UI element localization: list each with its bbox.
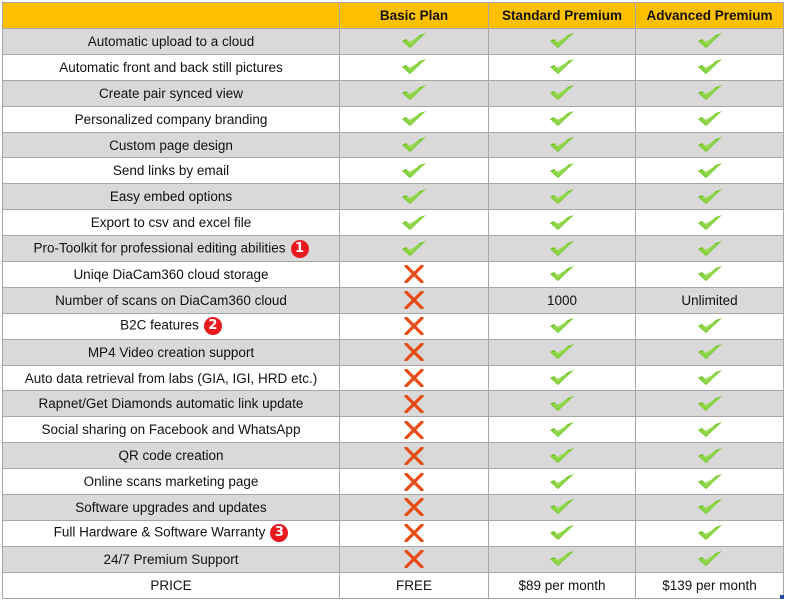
advanced-cell — [636, 210, 784, 236]
standard-cell — [489, 495, 636, 521]
feature-label: Custom page design — [109, 137, 233, 153]
checkmark-icon — [696, 420, 724, 440]
feature-cell — [3, 469, 340, 495]
basic-cell — [340, 80, 489, 106]
feature-label: Personalized company branding — [74, 111, 268, 127]
basic-cell — [340, 287, 489, 313]
checkmark-icon — [400, 109, 428, 129]
feature-cell — [3, 158, 340, 184]
feature-label: Pro-Toolkit for professional editing abilities — [33, 240, 286, 256]
checkmark-icon — [400, 135, 428, 155]
checkmark-icon — [400, 57, 428, 77]
feature-label: PRICE — [150, 577, 192, 593]
table-row — [3, 287, 784, 313]
feature-cell — [3, 29, 340, 55]
basic-cell — [340, 339, 489, 365]
basic-cell — [340, 54, 489, 80]
standard-cell — [489, 80, 636, 106]
checkmark-icon — [400, 239, 428, 259]
table-row — [3, 29, 784, 55]
checkmark-icon — [696, 549, 724, 569]
basic-cell — [340, 313, 489, 339]
feature-label: Send links by email — [112, 163, 230, 179]
advanced-value: Unlimited — [636, 287, 784, 313]
feature-cell — [3, 520, 340, 546]
checkmark-icon — [548, 213, 576, 233]
advanced-cell — [636, 417, 784, 443]
checkmark-icon — [696, 523, 724, 543]
basic-cell — [340, 132, 489, 158]
table-row — [3, 80, 784, 106]
basic-cell — [340, 29, 489, 55]
feature-label: Create pair synced view — [98, 85, 244, 101]
advanced-cell — [636, 365, 784, 391]
corner-marker — [780, 595, 784, 599]
standard-cell — [489, 54, 636, 80]
table-row — [3, 339, 784, 365]
checkmark-icon — [696, 316, 724, 336]
checkmark-icon — [548, 135, 576, 155]
basic-cell — [340, 469, 489, 495]
checkmark-icon — [548, 446, 576, 466]
table-row — [3, 365, 784, 391]
feature-label: Social sharing on Facebook and WhatsApp — [41, 422, 301, 438]
checkmark-icon — [548, 57, 576, 77]
table-row — [3, 572, 784, 598]
advanced-cell — [636, 236, 784, 262]
note-number-badge: 1 — [291, 240, 309, 258]
standard-cell — [489, 106, 636, 132]
standard-cell — [489, 210, 636, 236]
checkmark-icon — [548, 497, 576, 517]
table-row — [3, 106, 784, 132]
advanced-cell — [636, 54, 784, 80]
advanced-cell — [636, 106, 784, 132]
standard-cell — [489, 132, 636, 158]
table-row — [3, 495, 784, 521]
feature-cell — [3, 495, 340, 521]
table-row — [3, 469, 784, 495]
feature-label: Easy embed options — [109, 189, 233, 205]
feature-rows — [3, 29, 784, 599]
feature-cell — [3, 132, 340, 158]
checkmark-icon — [548, 472, 576, 492]
checkmark-icon — [400, 187, 428, 207]
checkmark-icon — [696, 264, 724, 284]
feature-label: Automatic front and back still pictures — [59, 59, 283, 75]
checkmark-icon — [400, 31, 428, 51]
table-row — [3, 417, 784, 443]
advanced-cell — [636, 313, 784, 339]
checkmark-icon — [696, 187, 724, 207]
feature-label: 24/7 Premium Support — [103, 551, 239, 567]
header-advanced-premium: Advanced Premium — [636, 3, 784, 29]
checkmark-icon — [696, 472, 724, 492]
header-basic-plan: Basic Plan — [340, 3, 489, 29]
header-row — [3, 3, 784, 29]
advanced-cell — [636, 495, 784, 521]
basic-cell — [340, 184, 489, 210]
checkmark-icon — [548, 31, 576, 51]
basic-cell — [340, 365, 489, 391]
table-row — [3, 158, 784, 184]
cross-icon — [404, 524, 424, 542]
checkmark-icon — [696, 135, 724, 155]
standard-value: $89 per month — [489, 572, 636, 598]
checkmark-icon — [548, 83, 576, 103]
checkmark-icon — [548, 316, 576, 336]
standard-cell — [489, 391, 636, 417]
checkmark-icon — [548, 161, 576, 181]
note-number-badge: 3 — [270, 524, 288, 542]
basic-cell — [340, 443, 489, 469]
standard-cell — [489, 236, 636, 262]
feature-label: Auto data retrieval from labs (GIA, IGI, HRD etc.) — [24, 370, 318, 386]
checkmark-icon — [548, 549, 576, 569]
checkmark-icon — [548, 420, 576, 440]
cross-icon — [404, 498, 424, 516]
cross-icon — [404, 317, 424, 335]
standard-cell — [489, 365, 636, 391]
table-row — [3, 313, 784, 339]
feature-cell — [3, 80, 340, 106]
standard-cell — [489, 29, 636, 55]
basic-cell — [340, 236, 489, 262]
standard-cell — [489, 520, 636, 546]
feature-cell — [3, 546, 340, 572]
cross-icon — [404, 447, 424, 465]
note-number-badge: 2 — [204, 317, 222, 335]
checkmark-icon — [696, 368, 724, 388]
cross-icon — [404, 265, 424, 283]
standard-cell — [489, 158, 636, 184]
advanced-cell — [636, 158, 784, 184]
feature-label: MP4 Video creation support — [87, 344, 255, 360]
cross-icon — [404, 369, 424, 387]
checkmark-icon — [696, 161, 724, 181]
feature-label: Uniqe DiaCam360 cloud storage — [73, 266, 269, 282]
feature-label: Number of scans on DiaCam360 cloud — [55, 292, 287, 308]
feature-label: Online scans marketing page — [83, 474, 259, 490]
advanced-value: $139 per month — [636, 572, 784, 598]
checkmark-icon — [696, 83, 724, 103]
feature-cell — [3, 391, 340, 417]
checkmark-icon — [548, 368, 576, 388]
checkmark-icon — [696, 394, 724, 414]
checkmark-icon — [696, 446, 724, 466]
feature-cell — [3, 572, 340, 598]
standard-cell — [489, 184, 636, 210]
basic-cell — [340, 158, 489, 184]
feature-label: Full Hardware & Software Warranty — [53, 524, 266, 540]
checkmark-icon — [548, 523, 576, 543]
feature-label: Export to csv and excel file — [90, 215, 252, 231]
checkmark-icon — [548, 239, 576, 259]
checkmark-icon — [400, 83, 428, 103]
advanced-cell — [636, 184, 784, 210]
feature-cell — [3, 443, 340, 469]
feature-label: Software upgrades and updates — [75, 499, 267, 515]
basic-cell — [340, 262, 489, 288]
feature-cell — [3, 339, 340, 365]
feature-cell — [3, 287, 340, 313]
feature-cell — [3, 417, 340, 443]
feature-cell — [3, 210, 340, 236]
table-row — [3, 520, 784, 546]
standard-cell — [489, 339, 636, 365]
checkmark-icon — [696, 239, 724, 259]
table-row — [3, 546, 784, 572]
feature-cell — [3, 313, 340, 339]
feature-cell — [3, 184, 340, 210]
advanced-cell — [636, 520, 784, 546]
feature-cell — [3, 262, 340, 288]
basic-cell — [340, 520, 489, 546]
basic-cell — [340, 417, 489, 443]
cross-icon — [404, 473, 424, 491]
feature-label: Automatic upload to a cloud — [87, 33, 255, 49]
standard-cell — [489, 469, 636, 495]
advanced-cell — [636, 29, 784, 55]
basic-cell — [340, 495, 489, 521]
advanced-cell — [636, 80, 784, 106]
checkmark-icon — [400, 213, 428, 233]
advanced-cell — [636, 132, 784, 158]
table-row — [3, 184, 784, 210]
standard-cell — [489, 417, 636, 443]
cross-icon — [404, 395, 424, 413]
checkmark-icon — [696, 57, 724, 77]
table-row — [3, 132, 784, 158]
checkmark-icon — [548, 187, 576, 207]
feature-cell — [3, 106, 340, 132]
checkmark-icon — [548, 109, 576, 129]
plan-comparison-table — [2, 2, 784, 599]
standard-cell — [489, 313, 636, 339]
feature-cell — [3, 54, 340, 80]
table-row — [3, 262, 784, 288]
basic-cell — [340, 546, 489, 572]
feature-label: Rapnet/Get Diamonds automatic link update — [38, 396, 304, 412]
checkmark-icon — [548, 342, 576, 362]
cross-icon — [404, 421, 424, 439]
basic-cell — [340, 106, 489, 132]
checkmark-icon — [696, 497, 724, 517]
checkmark-icon — [696, 109, 724, 129]
advanced-cell — [636, 262, 784, 288]
checkmark-icon — [696, 342, 724, 362]
checkmark-icon — [400, 161, 428, 181]
table-row — [3, 210, 784, 236]
table-row — [3, 236, 784, 262]
advanced-cell — [636, 546, 784, 572]
feature-cell — [3, 236, 340, 262]
header-feature-column — [3, 3, 340, 29]
basic-cell — [340, 391, 489, 417]
standard-cell — [489, 546, 636, 572]
basic-cell — [340, 210, 489, 236]
table-row — [3, 391, 784, 417]
cross-icon — [404, 550, 424, 568]
table-row — [3, 54, 784, 80]
feature-label: B2C features — [120, 317, 199, 333]
standard-cell — [489, 443, 636, 469]
cross-icon — [404, 343, 424, 361]
advanced-cell — [636, 469, 784, 495]
feature-cell — [3, 365, 340, 391]
feature-label: QR code creation — [118, 448, 224, 464]
checkmark-icon — [696, 213, 724, 233]
checkmark-icon — [548, 394, 576, 414]
advanced-cell — [636, 443, 784, 469]
advanced-cell — [636, 391, 784, 417]
checkmark-icon — [696, 31, 724, 51]
checkmark-icon — [548, 264, 576, 284]
cross-icon — [404, 291, 424, 309]
advanced-cell — [636, 339, 784, 365]
standard-cell — [489, 262, 636, 288]
header-standard-premium: Standard Premium — [489, 3, 636, 29]
basic-value: FREE — [340, 572, 489, 598]
standard-value: 1000 — [489, 287, 636, 313]
table-row — [3, 443, 784, 469]
